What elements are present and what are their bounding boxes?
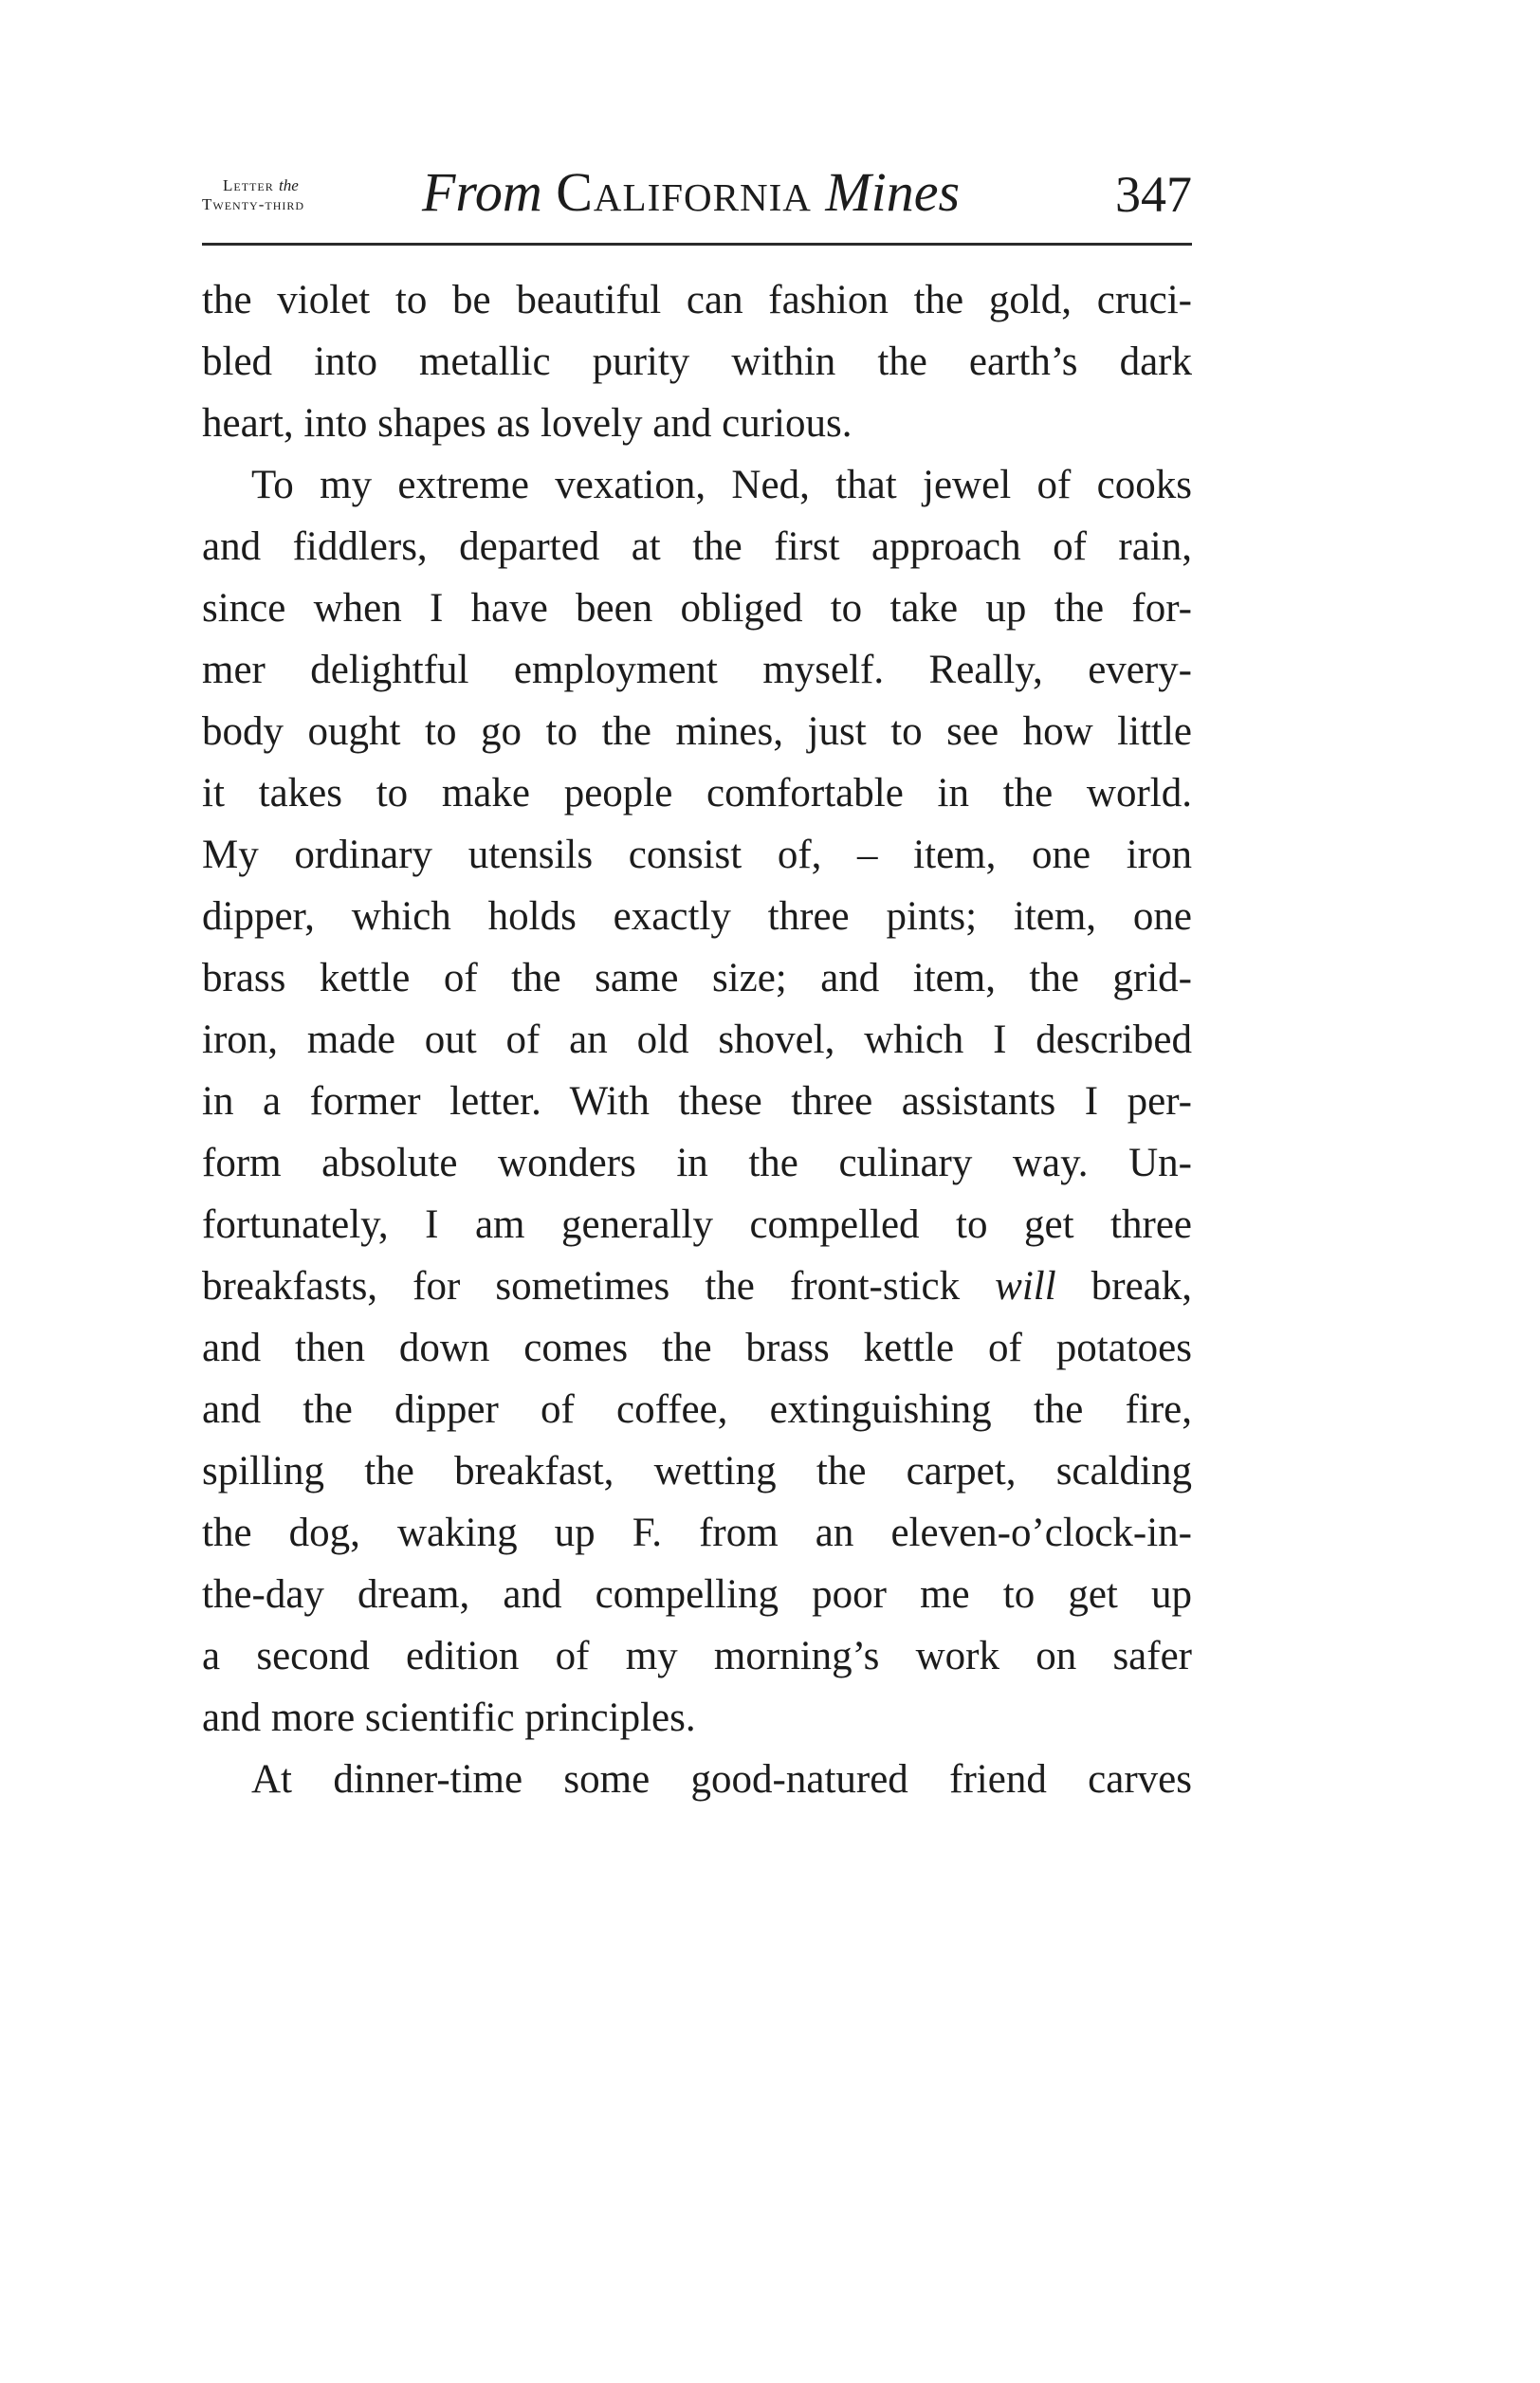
emphasis-will: will (995, 1264, 1056, 1309)
text-line: the-day dream, and compelling poor me to get up (202, 1572, 1192, 1617)
text-line: fortunately, I am generally compelled to get three (202, 1202, 1192, 1247)
running-head (202, 159, 1192, 235)
text-line: mer delightful employment myself. Really, every- (202, 648, 1192, 692)
text-line-with-emphasis (202, 1256, 1192, 1317)
section-label-letter: Letter (223, 176, 274, 194)
text-line: a second edition of my morning’s work on safer (202, 1634, 1192, 1678)
text-line-end: break, (1091, 1264, 1193, 1309)
running-title-california: California (556, 161, 812, 223)
section-label-line1 (202, 176, 392, 195)
text-line: heart, into shapes as lovely and curious. (202, 401, 852, 446)
text-line: bled into metallic purity within the earth’s dark (202, 339, 1192, 384)
text-line: spilling the breakfast, wetting the carpet, scalding (202, 1449, 1192, 1494)
text-line-start: breakfasts, for sometimes the front-stick (202, 1264, 961, 1309)
text-line: the violet to be beautiful can fashion the gold, cruci- (202, 278, 1192, 322)
header-rule (202, 243, 1192, 246)
text-line: the dog, waking up F. from an eleven-o’clock-in- (202, 1511, 1192, 1555)
section-label-the: the (278, 176, 299, 194)
text-line: it takes to make people comfortable in the world. (202, 771, 1192, 816)
text-line: brass kettle of the same size; and item, the grid- (202, 956, 1192, 1000)
text-line: since when I have been obliged to take up the for- (202, 586, 1192, 631)
text-line: My ordinary utensils consist of, – item, one iron (202, 833, 1192, 877)
text-line: To my extreme vexation, Ned, that jewel of cooks (251, 463, 1192, 507)
section-label-line2: Twenty-third (202, 195, 305, 213)
text-line: in a former letter. With these three assistants I per- (202, 1079, 1192, 1124)
text-line: and more scientific principles. (202, 1696, 696, 1740)
running-title-from: From (422, 161, 542, 223)
running-title (422, 159, 960, 226)
text-line: dipper, which holds exactly three pints; item, one (202, 894, 1192, 939)
text-line: body ought to go to the mines, just to see how little (202, 709, 1192, 754)
text-line: and the dipper of coffee, extinguishing the fire, (202, 1387, 1192, 1432)
body-text (202, 269, 1192, 1810)
section-label (202, 176, 392, 214)
running-title-mines: Mines (825, 161, 961, 223)
text-line: form absolute wonders in the culinary way. Un- (202, 1141, 1192, 1185)
text-line: iron, made out of an old shovel, which I described (202, 1017, 1192, 1062)
text-line: and fiddlers, departed at the first approach of rain, (202, 524, 1192, 569)
text-line: and then down comes the brass kettle of potatoes (202, 1326, 1192, 1370)
page-number: 347 (1115, 166, 1192, 223)
text-line: At dinner-time some good-natured friend carves (251, 1757, 1192, 1802)
